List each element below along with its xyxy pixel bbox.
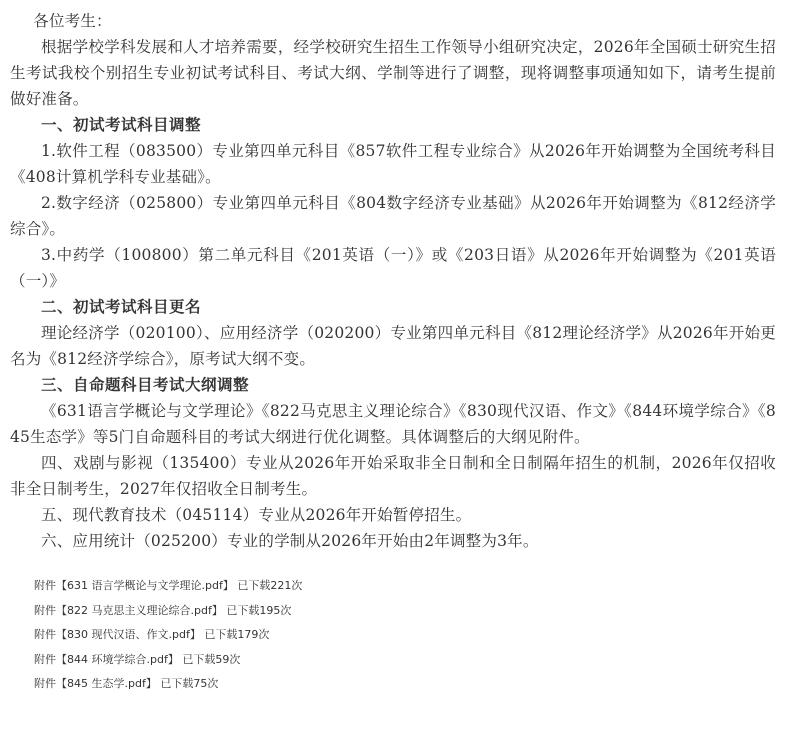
intro-paragraph: 根据学校学科发展和人才培养需要，经学校研究生招生工作领导小组研究决定，2026年全国硕士研究生招生考试我校个别招生专业初试考试科目、考试大纲、学制等进行了调整，现将调整事项通知如下，请考生提前做好准备。: [10, 38, 776, 108]
attachment-link-844[interactable]: 【844 环境学综合.pdf】: [56, 652, 179, 666]
item-6: 六、应用统计（025200）专业的学制从2026年开始由2年调整为3年。: [41, 532, 539, 550]
attachment-row: [34, 652, 776, 677]
section-1-item-3: 3.中药学（100800）第二单元科目《201英语（一）》或《203日语》从2026年开始调整为《201英语（一）》: [10, 246, 776, 290]
attachment-download-count: 已下载179次: [204, 628, 270, 641]
attachment-row: [34, 676, 776, 701]
greeting: 各位考生：: [33, 12, 112, 30]
section-1-item-2: 2.数字经济（025800）专业第四单元科目《804数字经济专业基础》从2026年开始调整为《812经济学综合》。: [10, 194, 776, 238]
attachment-list: [10, 578, 776, 701]
attachment-link-822[interactable]: 【822 马克思主义理论综合.pdf】: [56, 603, 223, 617]
attachment-row: [34, 627, 776, 652]
attachment-prefix: 附件: [34, 677, 56, 690]
section-1-item-1: 1.软件工程（083500）专业第四单元科目《857软件工程专业综合》从2026年开始调整为全国统考科目《408计算机学科专业基础》。: [10, 142, 776, 186]
section-3-item-1: 《631语言学概论与文学理论》《822马克思主义理论综合》《830现代汉语、作文》《844环境学综合》《845生态学》等5门自命题科目的考试大纲进行优化调整。具体调整后的大纲见附件。: [10, 402, 776, 446]
attachment-link-845[interactable]: 【845 生态学.pdf】: [56, 677, 157, 690]
attachment-row: [34, 578, 776, 603]
attachment-prefix: 附件: [34, 652, 56, 666]
section-heading-3: 三、自命题科目考试大纲调整: [41, 375, 250, 394]
attachment-download-count: 已下载59次: [182, 652, 241, 666]
section-heading-1: 一、初试考试科目调整: [41, 115, 202, 134]
attachment-download-count: 已下载195次: [226, 603, 292, 617]
attachment-prefix: 附件: [34, 579, 56, 592]
attachment-download-count: 已下载75次: [160, 677, 219, 690]
attachment-row: [34, 603, 776, 628]
section-2-item-1: 理论经济学（020100）、应用经济学（020200）专业第四单元科目《812理论经济学》从2026年开始更名为《812经济学综合》，原考试大纲不变。: [10, 324, 776, 368]
item-4: 四、戏剧与影视（135400）专业从2026年开始采取非全日制和全日制隔年招生的机制，2026年仅招收非全日制考生，2027年仅招收全日制考生。: [10, 454, 776, 498]
attachment-prefix: 附件: [34, 628, 56, 641]
attachment-prefix: 附件: [34, 603, 56, 617]
attachment-link-631[interactable]: 【631 语言学概论与文学理论.pdf】: [56, 579, 234, 592]
attachment-download-count: 已下载221次: [237, 579, 303, 592]
item-5: 五、现代教育技术（045114）专业从2026年开始暂停招生。: [41, 506, 472, 524]
attachment-link-830[interactable]: 【830 现代汉语、作文.pdf】: [56, 628, 201, 641]
section-heading-2: 二、初试考试科目更名: [41, 297, 202, 316]
